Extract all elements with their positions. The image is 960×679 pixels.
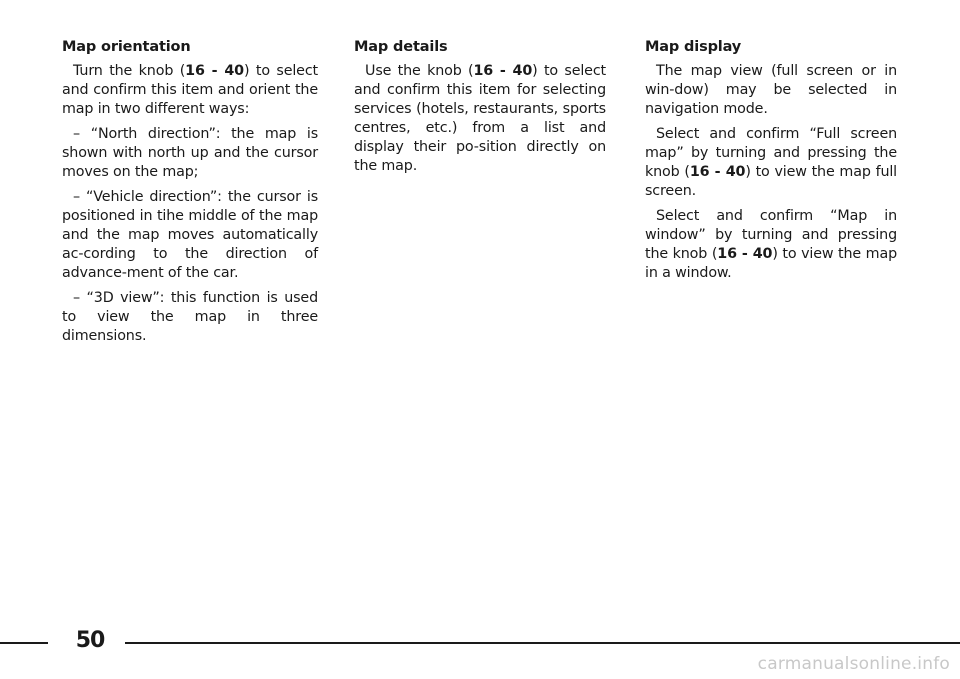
paragraph: – “Vehicle direction”: the cursor is positioned in tihe middle of the map and the map moves automatically ac-cording to the direction of advance-ment of the car. [62, 189, 318, 281]
footer-rule-right [125, 642, 960, 644]
paragraph: Use the knob (16 - 40) to select and confirm this item for selecting services (hotels, restaurants, sports centres, etc.) from a list and display their po-sition directly on the map. [354, 63, 606, 174]
paragraph: Turn the knob (16 - 40) to select and confirm this item and orient the map in two different ways: [62, 63, 318, 117]
paragraph: Select and confirm “Map in window” by turning and pressing the knob (16 - 40) to view the map in a window. [645, 208, 897, 281]
page-number: 50 [75, 628, 105, 653]
knob-reference: 16 - 40 [473, 63, 533, 79]
footer-rule-left [0, 642, 48, 644]
knob-reference: 16 - 40 [717, 246, 773, 262]
paragraph: – “North direction”: the map is shown with north up and the cursor moves on the map; [62, 126, 318, 180]
knob-reference: 16 - 40 [689, 164, 746, 180]
column-map-details [354, 38, 606, 182]
watermark: carmanualsonline.info [757, 654, 950, 674]
heading-map-display: Map display [645, 39, 742, 55]
paragraph: Select and confirm “Full screen map” by turning and pressing the knob (16 - 40) to view the map full screen. [645, 126, 898, 199]
heading-map-details: Map details [354, 39, 448, 55]
column-map-display [645, 38, 897, 289]
paragraph: – “3D view”: this function is used to view the map in three dimensions. [62, 290, 318, 344]
column-map-orientation [62, 38, 318, 352]
heading-map-orientation: Map orientation [62, 39, 191, 55]
knob-reference: 16 - 40 [185, 63, 244, 79]
paragraph: The map view (full screen or in win-dow) may be selected in navigation mode. [645, 63, 897, 117]
